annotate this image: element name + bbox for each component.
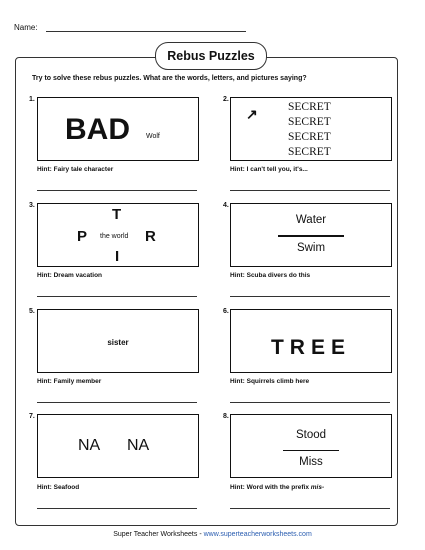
puzzle-box-4 xyxy=(230,203,392,267)
puzzle-small-word: Wolf xyxy=(146,133,160,140)
puzzle-box-7 xyxy=(37,414,199,478)
worksheet-title: Rebus Puzzles xyxy=(155,42,267,70)
puzzle-hint: Hint: I can't tell you, it's... xyxy=(230,166,308,173)
puzzle-number: 1. xyxy=(29,96,35,103)
puzzle-number: 6. xyxy=(223,308,229,315)
footer xyxy=(0,531,425,538)
puzzle-number: 4. xyxy=(223,202,229,209)
puzzle-box-1 xyxy=(37,97,199,161)
puzzle-number: 5. xyxy=(29,308,35,315)
puzzle-letter: I xyxy=(115,248,120,265)
puzzle-hint: Hint: Word with the prefix mis- xyxy=(230,484,325,491)
cut-word-clip xyxy=(231,336,391,359)
puzzle-hint: Hint: Dream vacation xyxy=(37,272,103,279)
puzzle-hint: Hint: Fairy tale character xyxy=(37,166,114,173)
fraction-bar xyxy=(283,450,339,451)
puzzle-word: SECRET xyxy=(288,131,331,143)
puzzle-box-5 xyxy=(37,309,199,373)
puzzle-word: NA xyxy=(127,437,150,454)
name-field[interactable] xyxy=(46,31,246,32)
puzzle-hint: Hint: Squirrels climb here xyxy=(230,378,310,385)
puzzle-word: sister xyxy=(107,338,129,347)
footer-brand: Super Teacher Worksheets xyxy=(113,531,198,538)
puzzle-letter: T xyxy=(112,206,122,223)
answer-line[interactable] xyxy=(230,402,390,403)
puzzle-word: SECRET xyxy=(288,101,331,113)
name-label: Name: xyxy=(14,23,38,32)
fraction-bar xyxy=(278,235,344,237)
fraction-top: Stood xyxy=(295,429,327,441)
answer-line[interactable] xyxy=(230,296,390,297)
puzzle-number: 8. xyxy=(223,413,229,420)
puzzle-middle-text: the world xyxy=(100,233,129,240)
answer-line[interactable] xyxy=(37,508,197,509)
puzzle-number: 3. xyxy=(29,202,35,209)
puzzle-hint: Hint: Scuba divers do this xyxy=(230,272,311,279)
fraction-bottom: Miss xyxy=(299,456,323,468)
puzzle-box-2 xyxy=(230,97,392,161)
answer-line[interactable] xyxy=(37,402,197,403)
puzzle-word: SECRET xyxy=(288,116,331,128)
answer-line[interactable] xyxy=(37,190,197,191)
puzzle-big-word: BAD xyxy=(65,113,130,146)
footer-separator: - xyxy=(197,531,204,538)
puzzle-word: SECRET xyxy=(288,146,331,158)
puzzle-box-3 xyxy=(37,203,199,267)
answer-line[interactable] xyxy=(230,508,390,509)
puzzle-word: NA xyxy=(78,437,101,454)
answer-line[interactable] xyxy=(230,190,390,191)
arrow-icon: ↗ xyxy=(246,106,258,122)
hint-prefix: mis- xyxy=(310,484,325,491)
fraction-bottom: Swim xyxy=(296,242,326,254)
puzzle-number: 7. xyxy=(29,413,35,420)
footer-url[interactable]: www.superteacherworksheets.com xyxy=(203,531,312,538)
puzzle-hint: Hint: Family member xyxy=(37,378,102,385)
puzzle-hint: Hint: Seafood xyxy=(37,484,80,491)
puzzle-number: 2. xyxy=(223,96,229,103)
instructions: Try to solve these rebus puzzles. What are the words, letters, and pictures saying? xyxy=(32,75,307,82)
fraction-top: Water xyxy=(295,214,327,226)
puzzle-letter: P xyxy=(77,228,88,245)
puzzle-letter: R xyxy=(145,228,156,245)
puzzle-box-8 xyxy=(230,414,392,478)
puzzle-box-6 xyxy=(230,309,392,373)
answer-line[interactable] xyxy=(37,296,197,297)
puzzle-word: TREE xyxy=(270,336,351,359)
